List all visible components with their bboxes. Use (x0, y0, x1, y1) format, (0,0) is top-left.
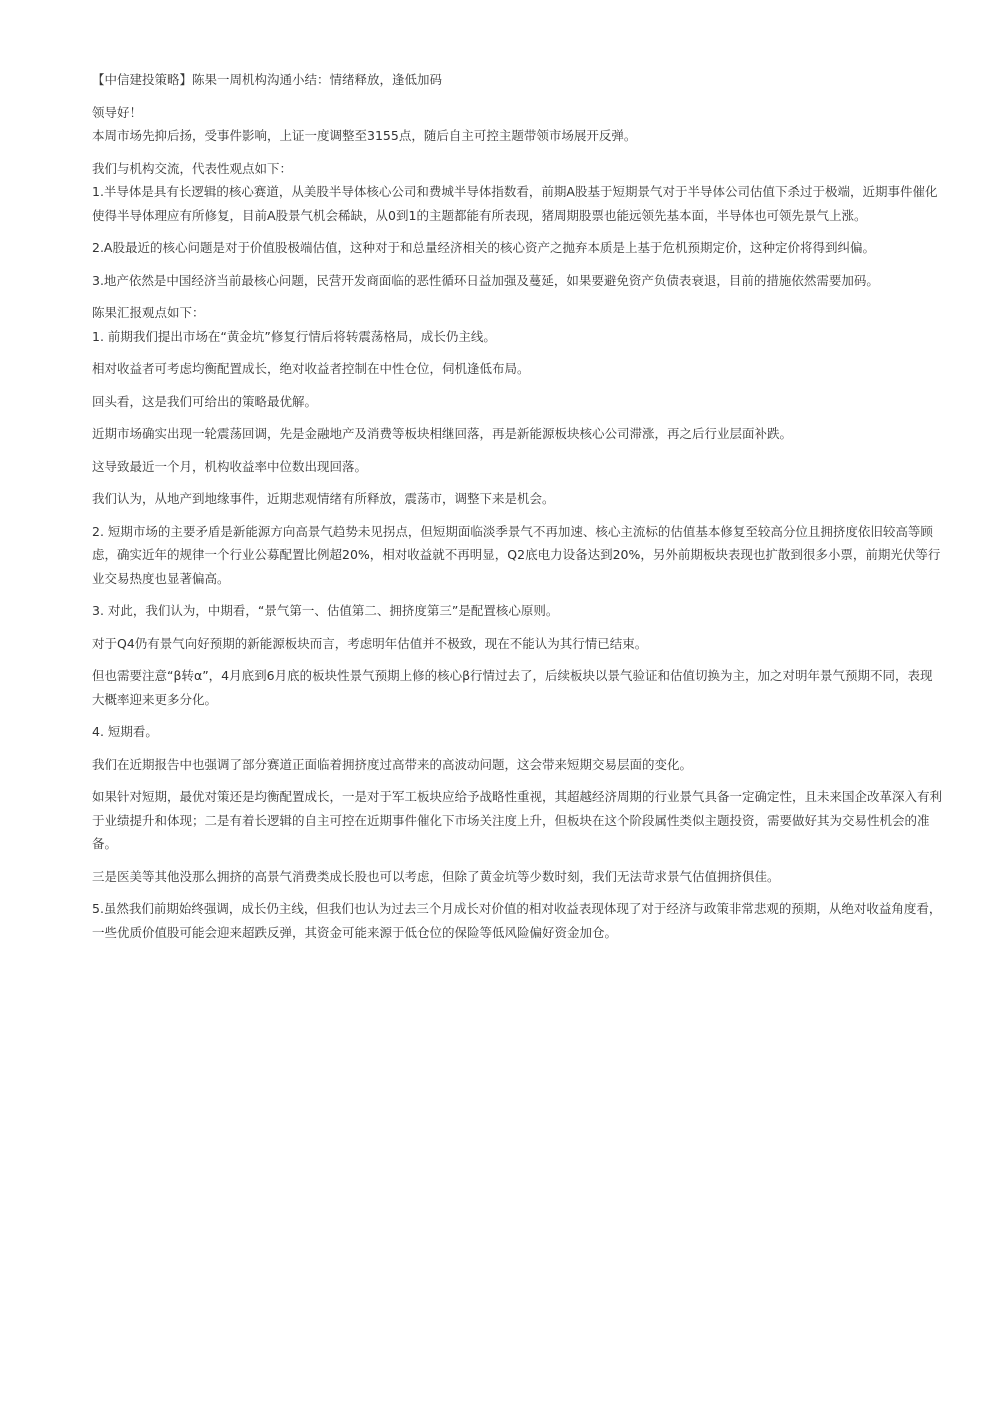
report-paragraph: 2. 短期市场的主要矛盾是新能源方向高景气趋势未见拐点，但短期面临淡季景气不再加速、核心主流标的估值基本修复至较高分位且拥挤度依旧较高等顾虑，确实近年的规律一个行业公募配置比例超20%，相对收益就不再明显，Q2底电力设备达到20%，另外前期板块表现也扩散到很多小票，前期光伏等行业交易热度也显著偏高。 (92, 523, 941, 586)
institution-heading: 我们与机构交流，代表性观点如下： (92, 160, 293, 176)
report-paragraph: 对于Q4仍有景气向好预期的新能源板块而言，考虑明年估值并不极致，现在不能认为其行情已结束。 (92, 635, 648, 651)
report-paragraph: 如果针对短期，最优对策还是均衡配置成长，一是对于军工板块应给予战略性重视，其超越经济周期的行业景气具备一定确定性，且未来国企改革深入有利于业绩提升和体现；二是有着长逻辑的自主可控在近期事件催化下市场关注度上升，但板块在这个阶段属性类似主题投资，需要做好其为交易性机会的准备。 (92, 789, 943, 851)
report-paragraph: 1. 前期我们提出市场在“黄金坑”修复行情后将转震荡格局，成长仍主线。 (92, 328, 496, 344)
report-paragraph: 我们认为，从地产到地缘事件，近期悲观情绪有所释放，震荡市，调整下来是机会。 (92, 491, 555, 506)
institution-point: 3.地产依然是中国经济当前最核心问题，民营开发商面临的恶性循环日益加强及蔓延，如果要避免资产负债表衰退，目前的措施依然需要加码。 (92, 272, 879, 288)
report-paragraph: 我们在近期报告中也强调了部分赛道正面临着拥挤度过高带来的高波动问题，这会带来短期交易层面的变化。 (92, 756, 693, 772)
greeting: 领导好！ (92, 104, 143, 120)
institution-point: 2.A股最近的核心问题是对于价值股极端估值，这种对于和总量经济相关的核心资产之抛弃本质是上基于危机预期定价，这种定价将得到纠偏。 (92, 240, 875, 255)
report-paragraph: 但也需要注意“β转α”，4月底到6月底的板块性景气预期上修的核心β行情过去了，后续板块以景气验证和估值切换为主，加之对明年景气预期不同，表现大概率迎来更多分化。 (92, 668, 933, 707)
document-body (92, 68, 944, 944)
report-heading: 陈果汇报观点如下： (92, 305, 205, 320)
report-paragraph: 3. 对此，我们认为，中期看，“景气第一、估值第二、拥挤度第三”是配置核心原则。 (92, 603, 559, 618)
report-paragraph: 回头看，这是我们可给出的策略最优解。 (92, 393, 318, 409)
document-title: 【中信建投策略】陈果一周机构沟通小结：情绪释放，逢低加码 (92, 72, 443, 87)
report-paragraph: 三是医美等其他没那么拥挤的高景气消费类成长股也可以考虑，但除了黄金坑等少数时刻，我们无法苛求景气估值拥挤俱佳。 (92, 868, 780, 884)
institution-point: 1.半导体是具有长逻辑的核心赛道，从美股半导体核心公司和费城半导体指数看，前期A股基于短期景气对于半导体公司估值下杀过于极端，近期事件催化使得半导体理应有所修复，目前A股景气机会稀缺，从0到1的主题都能有所表现，猪周期股票也能远领先基本面，半导体也可领先景气上涨。 (92, 184, 938, 223)
report-paragraph: 这导致最近一个月，机构收益率中位数出现回落。 (92, 458, 368, 474)
report-paragraph: 4. 短期看。 (92, 724, 158, 739)
report-paragraph: 近期市场确实出现一轮震荡回调，先是金融地产及消费等板块相继回落，再是新能源板块核心公司滞涨，再之后行业层面补跌。 (92, 426, 793, 441)
report-paragraph: 相对收益者可考虑均衡配置成长，绝对收益者控制在中性仓位，伺机逢低布局。 (92, 361, 530, 376)
report-paragraph: 5.虽然我们前期始终强调，成长仍主线，但我们也认为过去三个月成长对价值的相对收益表现体现了对于经济与政策非常悲观的预期，从绝对收益角度看，一些优质价值股可能会迎来超跌反弹，其资金可能来源于低仓位的保险等低风险偏好资金加仓。 (92, 901, 942, 940)
intro-paragraph: 本周市场先抑后扬，受事件影响，上证一度调整至3155点，随后自主可控主题带领市场展开反弹。 (92, 128, 637, 143)
